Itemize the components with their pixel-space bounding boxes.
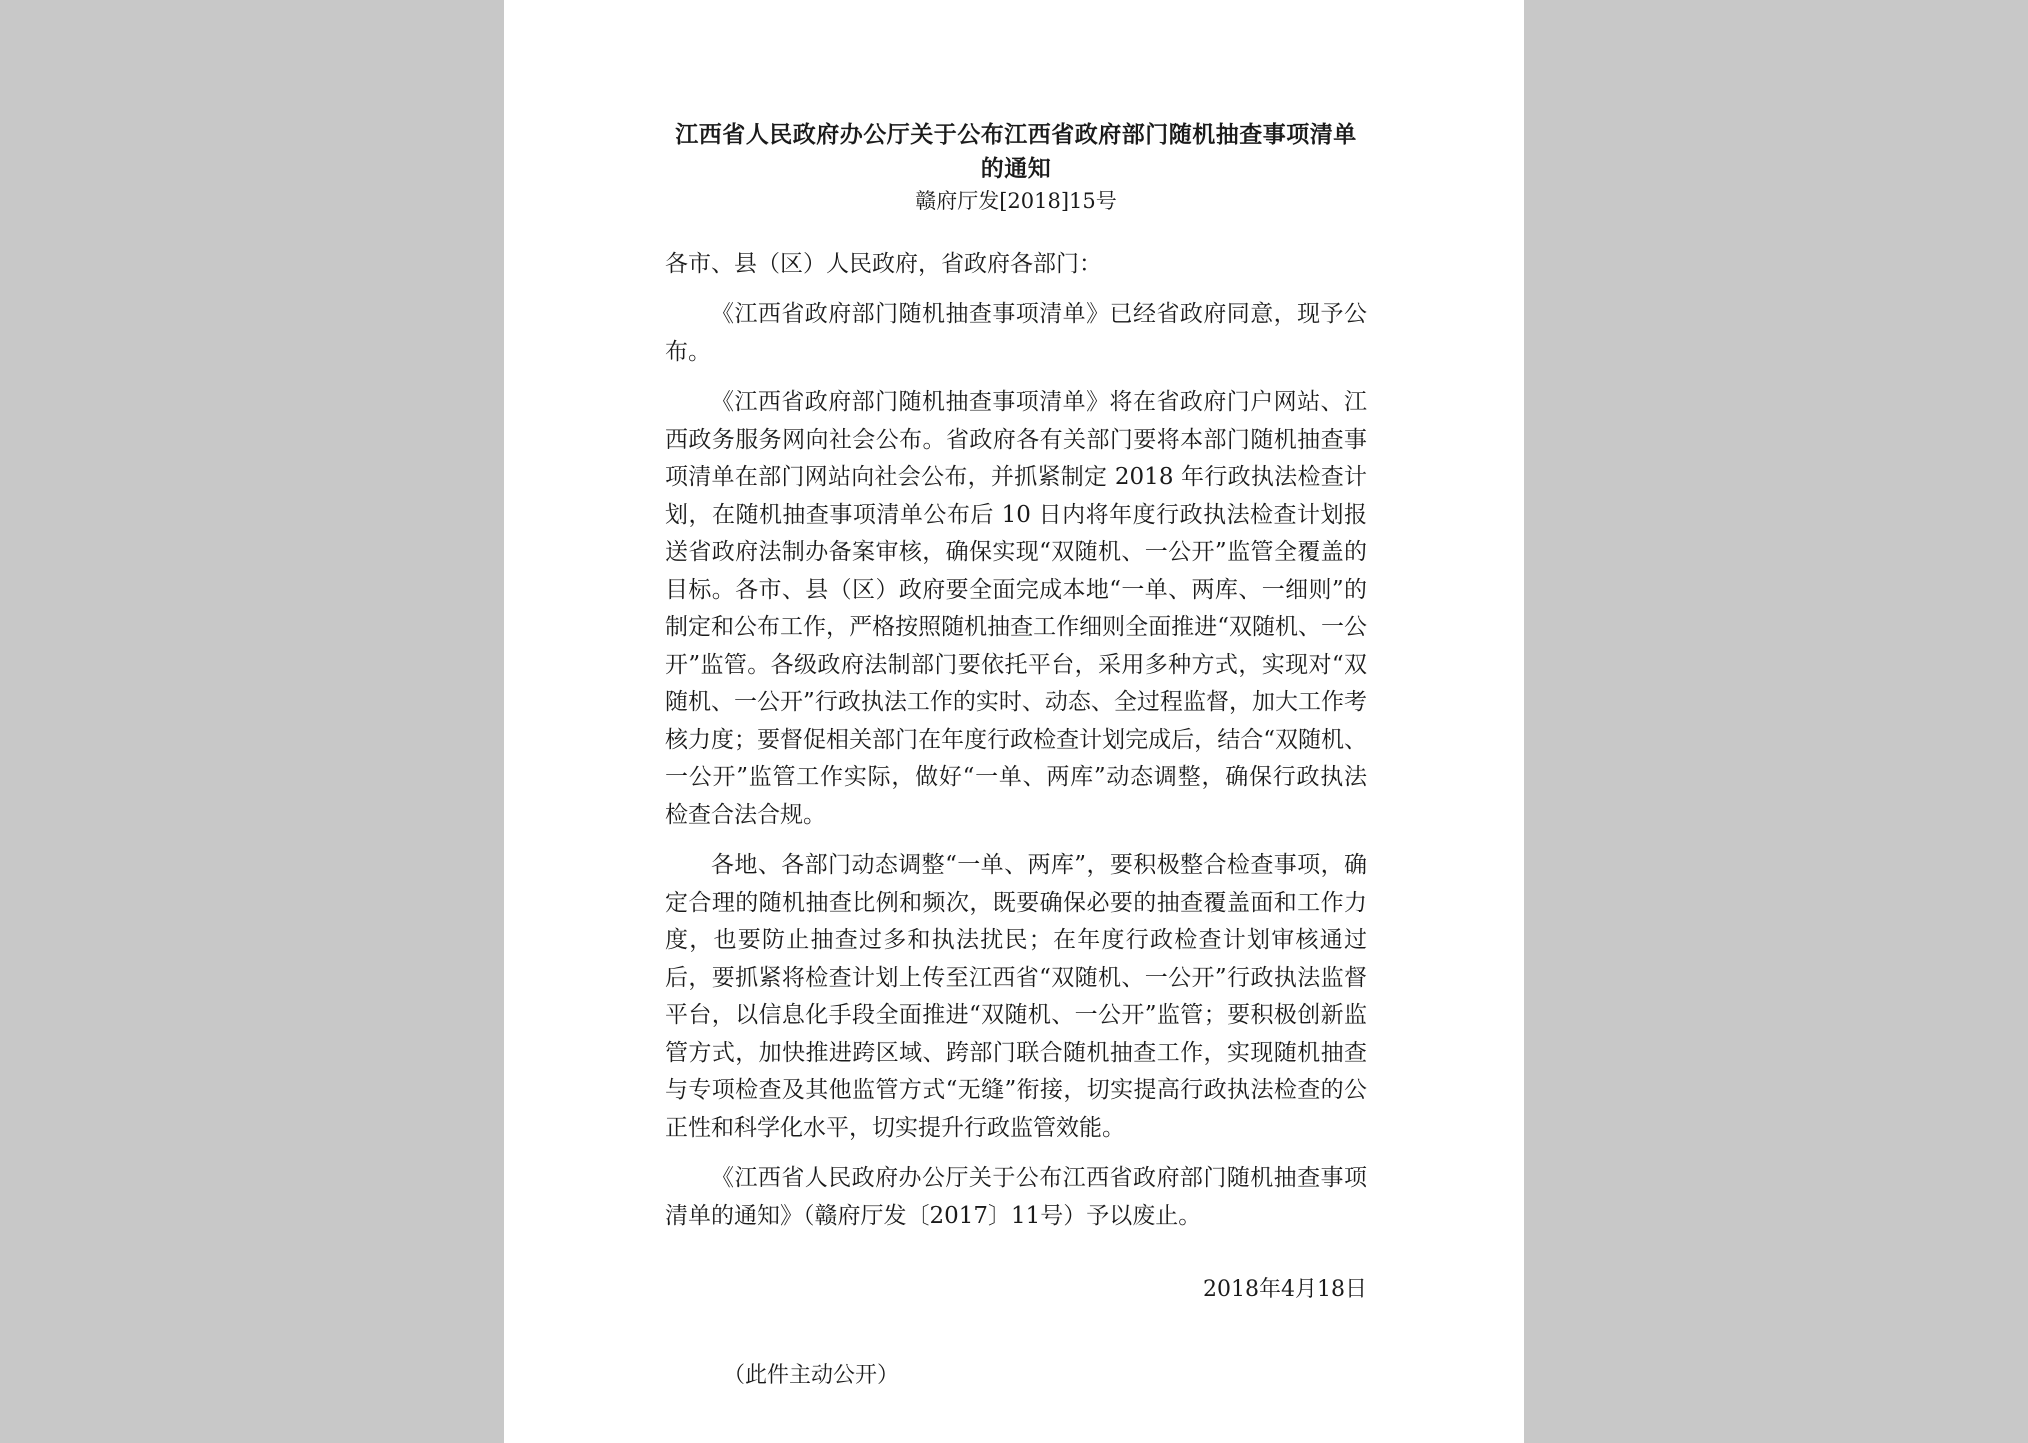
document-number: 赣府厅发[2018]15号 bbox=[915, 189, 1117, 213]
paragraph-2: 《江西省政府部门随机抽查事项清单》将在省政府门户网站、江西政务服务网向社会公布。省政府各有关部门要将本部门随机抽查事项清单在部门网站向社会公布，并抓紧制定 2018 年行政执法检查计划，在随机抽查事项清单公布后 10 日内将年度行政执法检查计划报送省政府法制办备案审核，确保实现“双随机、一公开”监管全覆盖的目标。各市、县（区）政府要全面完成本地“一单、两库、一细则”的制定和公布工作，严格按照随机抽查工作细则全面推进“双随机、一公开”监管。各级政府法制部门要依托平台，采用多种方式，实现对“双随机、一公开”行政执法工作的实时、动态、全过程监督，加大工作考核力度；要督促相关部门在年度行政检查计划完成后，结合“双随机、一公开”监管工作实际，做好“一单、两库”动态调整，确保行政执法检查合法合规。 bbox=[665, 389, 1367, 828]
issue-date: 2018年4月18日 bbox=[1203, 1277, 1367, 1302]
paragraph-4: 《江西省人民政府办公厅关于公布江西省政府部门随机抽查事项清单的通知》（赣府厅发〔2017〕11号）予以废止。 bbox=[665, 1165, 1367, 1229]
public-disclosure-note: （此件主动公开） bbox=[723, 1363, 900, 1388]
document-title-line1: 江西省人民政府办公厅关于公布江西省政府部门随机抽查事项清单 bbox=[675, 122, 1357, 148]
paragraph-3: 各地、各部门动态调整“一单、两库”，要积极整合检查事项，确定合理的随机抽查比例和频次，既要确保必要的抽查覆盖面和工作力度，也要防止抽查过多和执法扰民；在年度行政检查计划审核通过后，要抓紧将检查计划上传至江西省“双随机、一公开”行政执法监督平台，以信息化手段全面推进“双随机、一公开”监管；要积极创新监管方式，加快推进跨区域、跨部门联合随机抽查工作，实现随机抽查与专项检查及其他监管方式“无缝”衔接，切实提高行政执法检查的公正性和科学化水平，切实提升行政监管效能。 bbox=[665, 852, 1367, 1141]
document-page bbox=[504, 0, 1524, 1443]
document-title-line2: 的通知 bbox=[980, 156, 1052, 182]
salutation: 各市、县（区）人民政府，省政府各部门： bbox=[665, 251, 1102, 277]
document-body bbox=[665, 118, 1367, 1393]
paragraph-1: 《江西省政府部门随机抽查事项清单》已经省政府同意，现予公布。 bbox=[665, 301, 1367, 365]
